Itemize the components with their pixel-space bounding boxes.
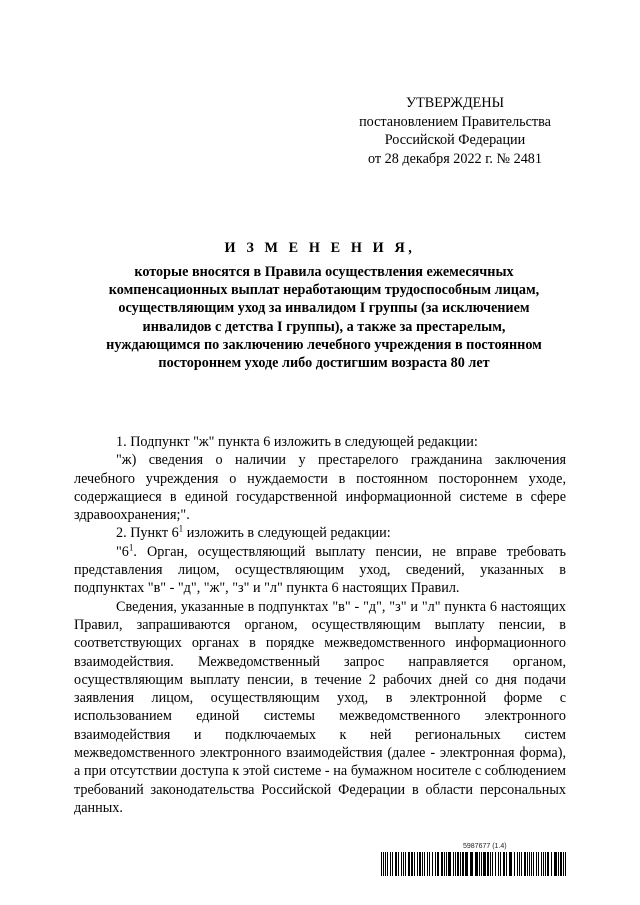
barcode-bar [551,852,552,876]
barcode-bar [470,852,473,876]
document-subtitle [96,263,552,372]
barcode-bar [483,852,486,876]
approval-line-2: Российской Федерации [384,132,526,148]
barcode-bar [395,852,397,876]
barcode-bar [435,852,436,876]
barcode-bar [533,852,534,876]
barcode-bar [424,852,425,876]
barcode-bar [517,852,518,876]
barcode-bar [401,852,402,876]
paragraph-4-end: . Орган, осуществляющий выплату пенсии, не вправе требовать представления лицом, осуществляющим уход, сведений, указанных в подпунктах "в" - "д", "ж", "з" и "л" пункта 6 настоящих Правил. [74,543,566,597]
subtitle-line: инвалидов с детства I группы), а также за престарелым, [142,318,506,335]
barcode-bar [506,852,507,876]
barcode-bar [419,852,421,876]
barcode-bar [446,852,447,876]
barcode-image [381,852,566,876]
barcode-bar [383,852,384,876]
subtitle-line: постороннем уходе либо достигшим возраста 80 лет [158,355,490,372]
subtitle-line: осуществляющим уход за инвалидом I группы (за исключением [118,300,530,317]
paragraph-5: Сведения, указанные в подпунктах "в" - "д", "з" и "л" пункта 6 настоящих Правил, запрашиваются органом, осуществляющим выплату пенсии, в соответствующих органах в порядке межведомственного информационного взаимодействия. Межведомственный запрос направляется органом, осуществляющим выплату пенсии, в течение 2 рабочих дней со дня подачи заявления лицом, осуществляющим уход, в электронной форме с использованием единой системы межведомственного электронного взаимодействия и подключаемых к ней региональных систем межведомственного электронного взаимодействия (далее - электронная форма), а при отсутствии доступа к этой системе - на бумажном носителе с соблюдением требований законодательства Российской Федерации в области персональных данных. [74,598,566,816]
barcode-bar [490,852,491,876]
barcode-bar [403,852,404,876]
document-body [74,433,566,817]
barcode-bar [453,852,454,876]
subtitle-line: нуждающимся по заключению лечебного учреждения в постоянном [106,336,542,353]
barcode-bar [448,852,451,876]
barcode-bar [422,852,423,876]
barcode-bar [500,852,501,876]
barcode-bar [398,852,399,876]
barcode-bar [387,852,388,876]
barcode-bar [427,852,428,876]
barcode-bar [432,852,433,876]
approval-line-1: постановлением Правительства [359,113,551,130]
barcode-bar [498,852,499,876]
barcode-bar [390,852,391,876]
barcode-bar [462,852,464,876]
barcode-bar [495,852,496,876]
barcode-bar [460,852,461,876]
barcode-bar [429,852,430,876]
paragraph-3-end: изложить в следующей редакции: [183,525,391,542]
barcode-bar [385,852,386,876]
paragraph-2: "ж) сведения о наличии у престарелого гражданина заключения лечебного учреждения о нуждаемости в постоянном постороннем уходе, содержащиеся в единой государственной информационной системе в сфере здравоохранения;". [74,452,566,524]
barcode-bar [475,852,478,876]
approval-word: УТВЕРЖДЕНЫ [406,95,504,111]
subtitle-line: которые вносятся в Правила осуществления ежемесячных [134,264,514,280]
barcode-bar [492,852,493,876]
barcode-bar [411,852,413,876]
paragraph-3-start: 2. Пункт 6 [116,525,179,542]
paragraph-4-start: "6 [116,543,129,560]
approval-line-3: от 28 декабря 2022 г. № 2481 [368,150,542,167]
barcode-bar [536,852,537,876]
barcode-bar [543,852,544,876]
barcode-bar [554,852,557,876]
barcode-bar [527,852,528,876]
barcode-bar [408,852,410,876]
barcode-bar [392,852,393,876]
barcode-bar [465,852,468,876]
barcode-bar [479,852,480,876]
barcode-bar [521,852,522,876]
paragraph-4 [74,543,566,598]
barcode-bar [529,852,530,876]
barcode-bar [547,852,549,876]
barcode-bar [563,852,564,876]
barcode-bar [545,852,546,876]
barcode-bar [437,852,439,876]
barcode-bar [405,852,406,876]
superscript: 1 [178,523,184,534]
barcode-bar [519,852,520,876]
barcode-bar [441,852,443,876]
paragraph-1: 1. Подпункт "ж" пункта 6 изложить в следующей редакции: [116,434,478,450]
paragraph-3 [74,524,566,542]
barcode-bar [531,852,532,876]
barcode-bar [524,852,526,876]
barcode-number: 5987677 (1.4) [463,843,507,850]
document-title: И З М Е Н Е Н И Я, [224,240,416,256]
barcode-bar [514,852,515,876]
barcode-bar [481,852,482,876]
barcode-bar [455,852,456,876]
barcode-bar [541,852,542,876]
barcode-bar [417,852,418,876]
barcode-bar [560,852,562,876]
barcode-bar [487,852,489,876]
subtitle-line: компенсационных выплат неработающим трудоспособным лицам, [108,282,540,299]
superscript: 1 [128,542,134,553]
barcode-bar [381,852,382,876]
barcode-bar [565,852,566,876]
approval-block [340,94,570,168]
barcode-bar [414,852,415,876]
barcode-bar [503,852,505,876]
barcode-bar [457,852,459,876]
barcode-bar [538,852,539,876]
barcode-bar [509,852,512,876]
barcode-bar [558,852,559,876]
barcode-bar [444,852,445,876]
